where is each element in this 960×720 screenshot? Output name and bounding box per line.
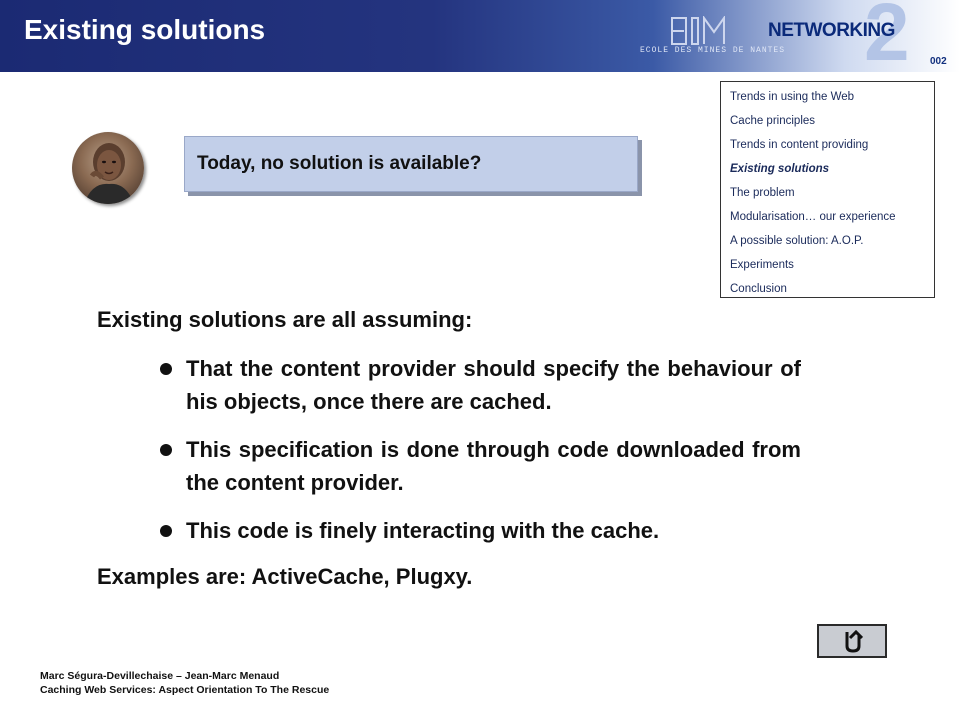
- agenda-item[interactable]: Modularisation… our experience: [730, 211, 896, 223]
- return-button[interactable]: [817, 624, 887, 658]
- bullet-dot-icon: [160, 444, 172, 456]
- networking-word: NETWORKING: [768, 20, 895, 41]
- bullet-dot-icon: [160, 363, 172, 375]
- agenda-item[interactable]: Conclusion: [730, 283, 787, 295]
- bullet-text: That the content provider should specify the behaviour of his objects, once there are cached.: [186, 356, 801, 414]
- bullet-text: This code is finely interacting with the cache.: [186, 518, 660, 543]
- outro-text: Examples are: ActiveCache, Plugxy.: [97, 564, 473, 589]
- avatar: [72, 132, 144, 204]
- eim-mark-icon: [670, 16, 732, 46]
- bullet-dot-icon: [160, 525, 172, 537]
- agenda-item[interactable]: Trends in content providing: [730, 139, 869, 151]
- footer-subtitle: Caching Web Services: Aspect Orientation To The Rescue: [40, 684, 330, 696]
- header-banner: [0, 0, 960, 72]
- eim-caption: ECOLE DES MINES DE NANTES: [640, 46, 786, 55]
- bullet-item: [160, 514, 801, 547]
- bullet-item: [160, 352, 801, 418]
- callout-box: [184, 136, 638, 192]
- person-portrait-icon: [72, 132, 144, 204]
- networking-number: 2: [864, 0, 910, 72]
- agenda-item[interactable]: Existing solutions: [730, 163, 830, 175]
- agenda-box: [720, 81, 935, 298]
- return-arrow-icon: [843, 630, 863, 654]
- agenda-item[interactable]: Experiments: [730, 259, 794, 271]
- agenda-item[interactable]: The problem: [730, 187, 795, 199]
- networking-year: 002: [930, 56, 947, 67]
- footer: [40, 669, 329, 697]
- intro-text: Existing solutions are all assuming:: [97, 307, 473, 332]
- eim-logo: [636, 8, 786, 64]
- page-title: Existing solutions: [24, 14, 266, 45]
- footer-authors: Marc Ségura-Devillechaise – Jean-Marc Menaud: [40, 670, 280, 682]
- callout-text: Today, no solution is available?: [197, 153, 482, 174]
- agenda-item[interactable]: Cache principles: [730, 115, 816, 127]
- bullet-item: [160, 433, 801, 499]
- networking-logo: [768, 0, 960, 72]
- bullet-text: This specification is done through code downloaded from the content provider.: [186, 437, 801, 495]
- agenda-list: [721, 82, 934, 301]
- agenda-item[interactable]: A possible solution: A.O.P.: [730, 235, 864, 247]
- agenda-item[interactable]: Trends in using the Web: [730, 91, 855, 103]
